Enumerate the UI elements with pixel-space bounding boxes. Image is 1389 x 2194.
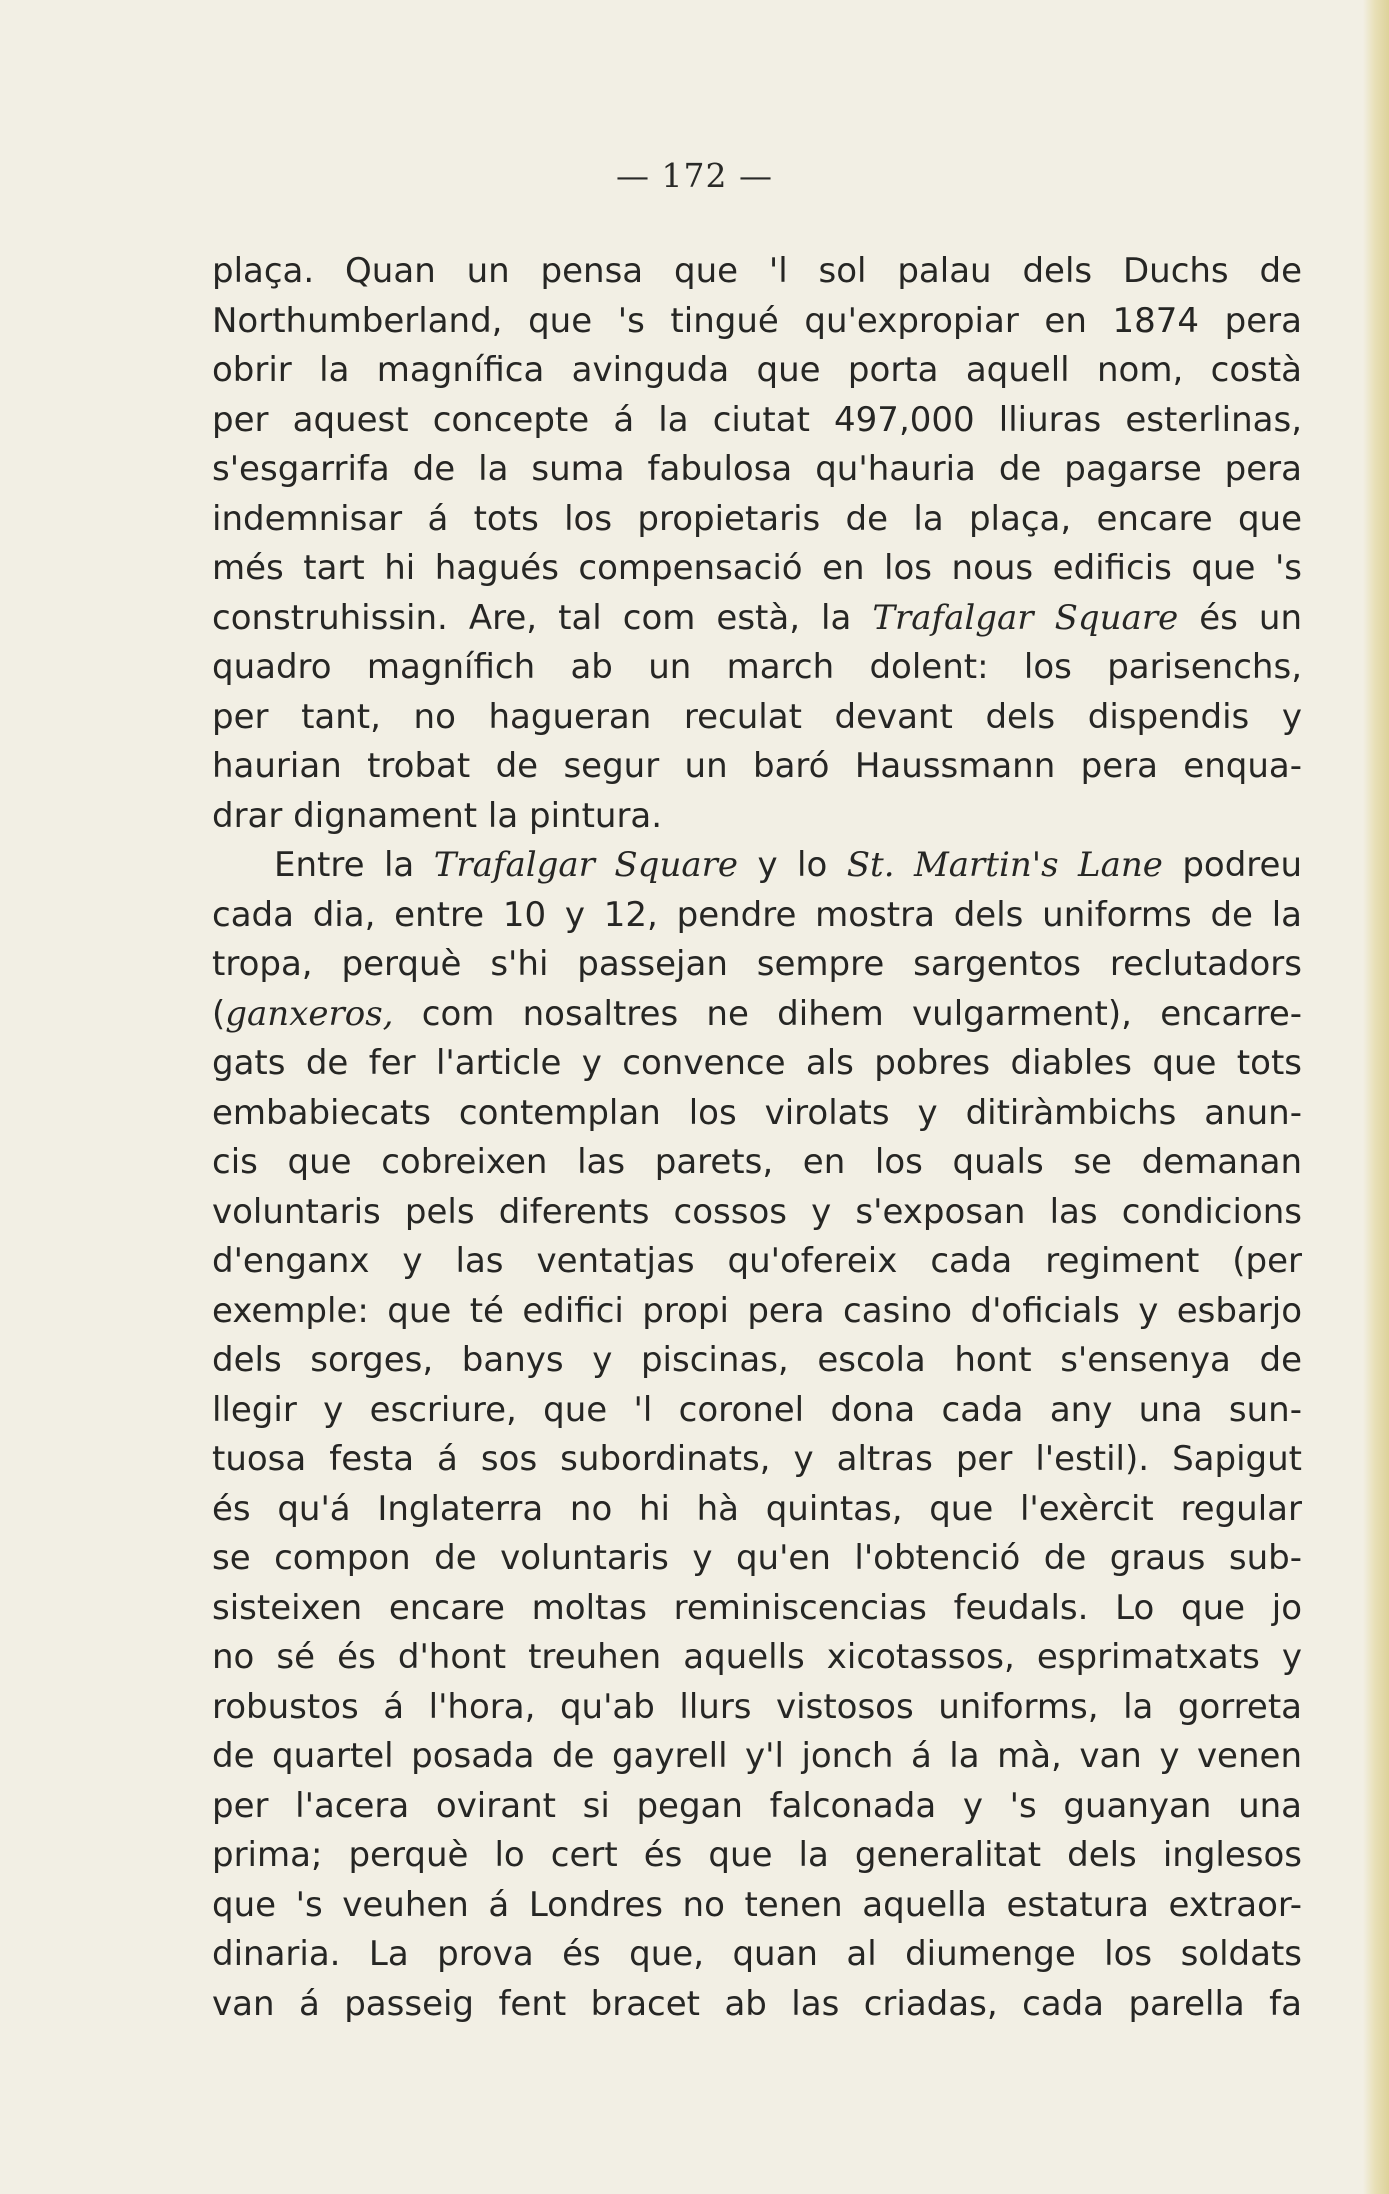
text-segment: dels sorges, banys y piscinas, escola hont s'ensenya de [212,1340,1302,1380]
text-segment: com nosaltres ne dihem vulgarment), encarre- [393,993,1302,1034]
text-segment: s'esgarrifa de la suma fabulosa qu'hauria de pagarse pera [212,449,1302,489]
text-line [212,1336,1302,1386]
text-segment: exemple: que té edifici propi pera casino d'oficials y esbarjo [212,1290,1302,1331]
text-segment: tropa, perquè s'hi passejan sempre sargentos reclutadors [212,944,1302,984]
text-segment: se compon de voluntaris y qu'en l'obtenció de graus sub- [212,1538,1302,1578]
text-segment: és un [1178,597,1302,638]
text-line [212,1138,1302,1188]
text-line [212,396,1302,446]
text-line [212,594,1302,644]
text-segment: ( [212,993,226,1034]
text-line [212,247,1302,297]
text-segment: voluntaris pels diferents cossos y s'exposan las condicions [212,1191,1302,1232]
text-line [212,940,1302,990]
text-line [212,891,1302,941]
text-segment: tuosa festa á sos subordinats, y altras per l'estil). Sapigut [212,1439,1302,1479]
text-line [212,1881,1302,1931]
text-segment: cis que cobreixen las parets, en los quals se demanan [212,1142,1302,1182]
text-segment: indemnisar á tots los propietaris de la plaça, encare que [212,498,1302,539]
text-line [212,1980,1302,2030]
text-line [212,792,1302,842]
text-segment: per tant, no hagueran reculat devant dels dispendis y [212,696,1302,737]
text-segment: embabiecats contemplan los virolats y ditiràmbichs anun- [212,1092,1302,1133]
text-segment: no sé és d'hont treuhen aquells xicotassos, esprimatxats y [212,1637,1302,1677]
text-line [212,1782,1302,1832]
text-line [212,1237,1302,1287]
text-segment: per aquest concepte á la ciutat 497,000 lliuras esterlinas, [212,399,1302,440]
text-line [212,1039,1302,1089]
text-segment: Northumberland, que 's tingué qu'expropiar en 1874 pera [212,300,1302,341]
body-text [212,247,1302,2029]
text-segment: y lo [738,845,847,885]
text-segment: cada dia, entre 10 y 12, pendre mostra dels uniforms de la [212,894,1302,935]
text-segment: llegir y escriure, que 'l coronel dona cada any una sun- [212,1389,1302,1430]
text-line [212,1683,1302,1733]
text-segment: drar dignament la pintura. [212,795,663,836]
text-segment: de quartel posada de gayrell y'l jonch á la mà, van y venen [212,1736,1302,1776]
text-segment: gats de fer l'article y convence als pobres diables que tots [212,1043,1302,1083]
text-line [212,1584,1302,1634]
text-segment: dinaria. La prova és que, quan al diumenge los soldats [212,1934,1302,1974]
text-segment: Entre la [274,845,434,885]
text-segment: més tart hi hagués compensació en los nous edificis que 's [212,548,1302,588]
text-line [212,1831,1302,1881]
text-segment: plaça. Quan un pensa que 'l sol palau dels Duchs de [212,251,1302,291]
text-line [212,1386,1302,1436]
text-segment: van á passeig fent bracet ab las criadas, cada parella fa [212,1983,1302,2024]
text-segment: sisteixen encare moltas reminiscencias feudals. Lo que jo [212,1587,1302,1628]
italic-text: Trafalgar Square [433,845,738,885]
text-line [212,1435,1302,1485]
text-line [212,1287,1302,1337]
text-line [212,297,1302,347]
text-segment: haurian trobat de segur un baró Haussmann pera enqua- [212,746,1302,786]
text-segment: robustos á l'hora, qu'ab llurs vistosos uniforms, la gorreta [212,1686,1302,1727]
text-line [212,1732,1302,1782]
text-line [212,1089,1302,1139]
text-line [212,445,1302,495]
text-line [212,841,1302,891]
text-segment: que 's veuhen á Londres no tenen aquella estatura extraor- [212,1884,1302,1925]
text-segment: d'enganx y las ventatjas qu'ofereix cada regiment (per [212,1241,1302,1281]
text-line [212,346,1302,396]
text-line [212,1534,1302,1584]
text-segment: construhissin. Are, tal com està, la [212,597,873,638]
text-line [212,1485,1302,1535]
text-line [212,1188,1302,1238]
text-segment: prima; perquè lo cert és que la generalitat dels inglesos [212,1835,1302,1875]
text-line [212,544,1302,594]
text-line [212,693,1302,743]
text-line [212,1930,1302,1980]
text-segment: quadro magnífich ab un march dolent: los parisenchs, [212,647,1302,687]
text-segment: obrir la magnífica avinguda que porta aquell nom, costà [212,350,1302,390]
page-edge-shadow [1363,0,1389,2194]
italic-text: ganxeros, [225,993,394,1034]
text-line [212,990,1302,1040]
page-number: — 172 — [616,156,773,195]
text-line [212,643,1302,693]
text-segment: és qu'á Inglaterra no hi hà quintas, que l'exèrcit regular [212,1488,1302,1529]
text-line [212,1633,1302,1683]
italic-text: Trafalgar Square [872,597,1179,638]
italic-text: St. Martin's Lane [846,845,1163,885]
text-segment: per l'acera ovirant si pegan falconada y 's guanyan una [212,1785,1302,1826]
text-line [212,742,1302,792]
text-line [212,495,1302,545]
text-segment: podreu [1162,845,1302,885]
